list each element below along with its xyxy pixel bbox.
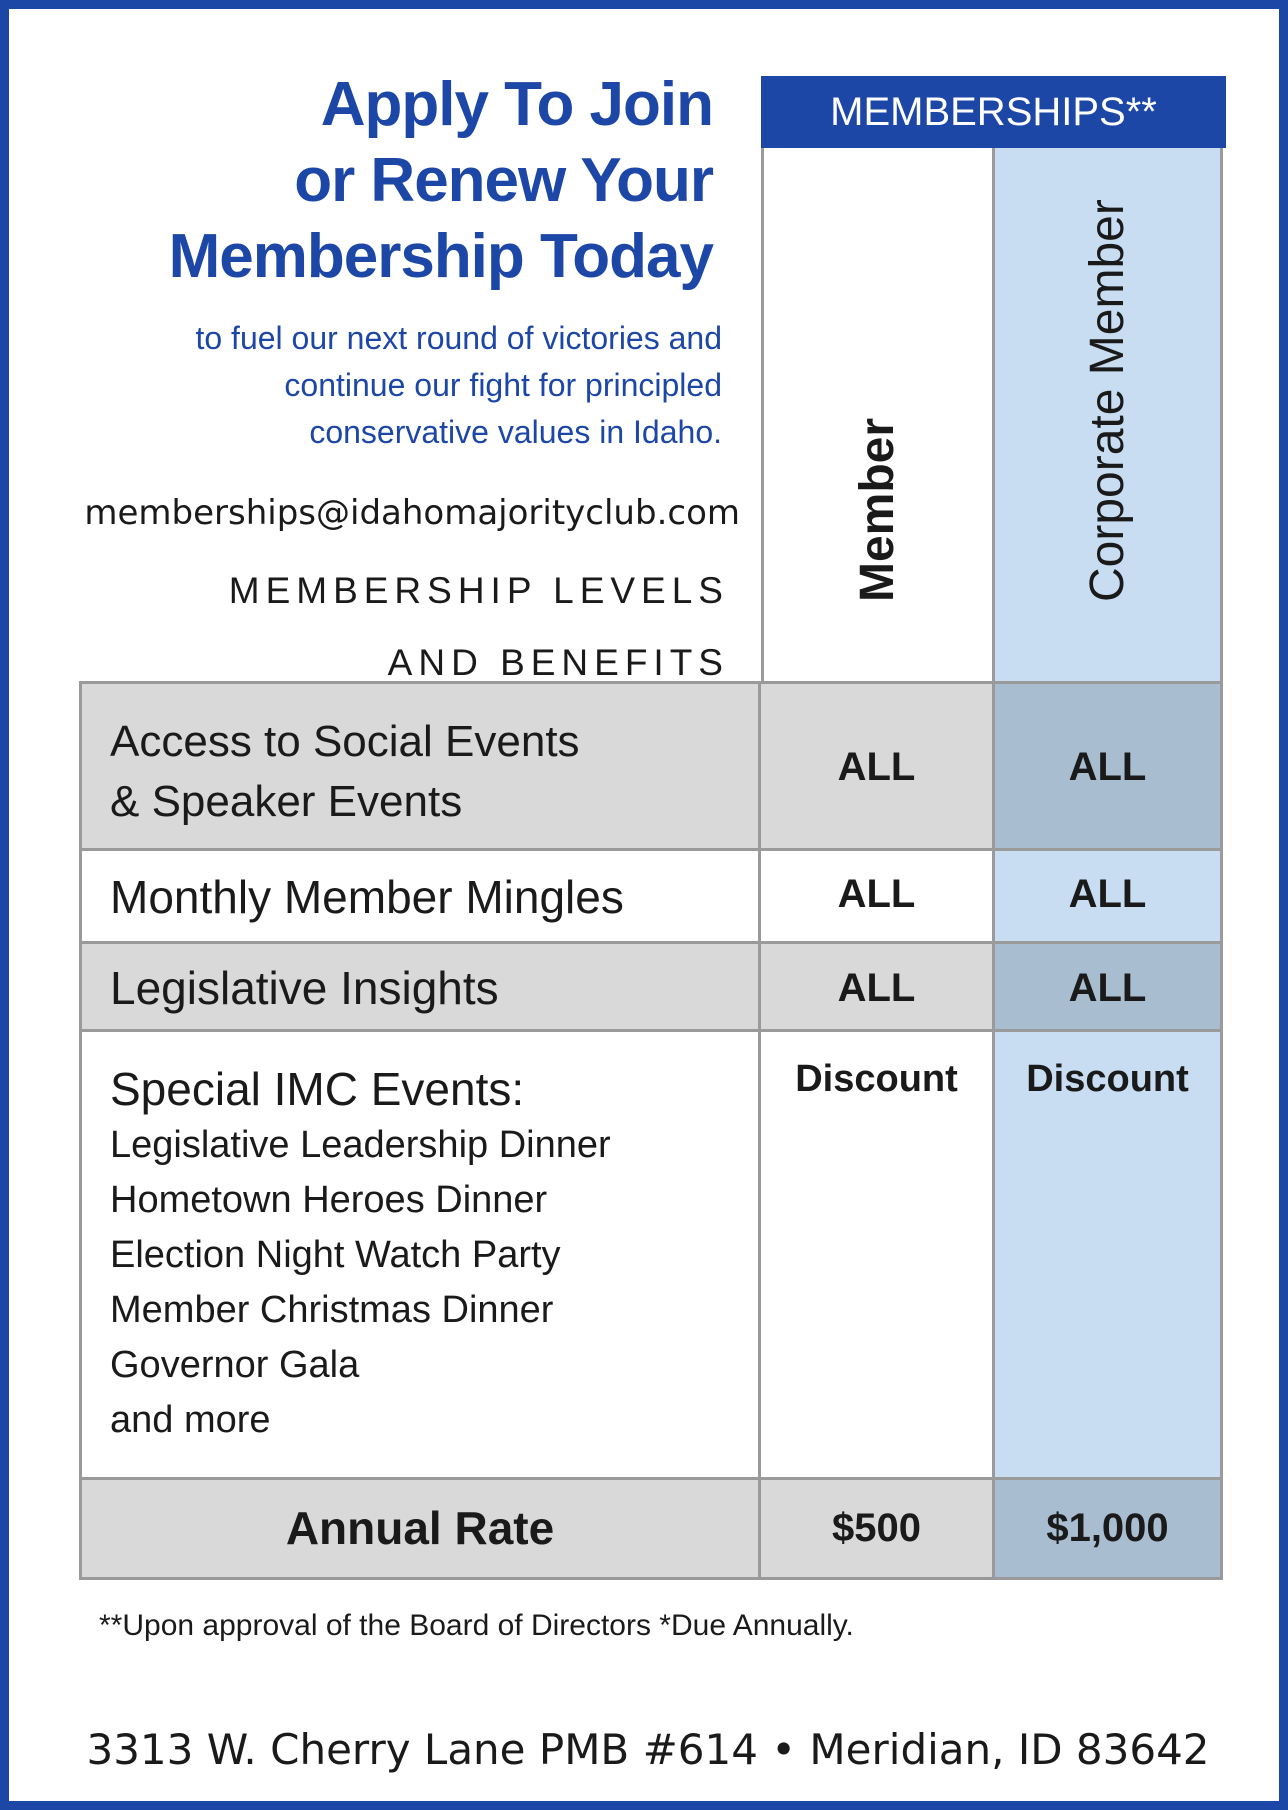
levels-heading-line-1: MEMBERSHIP LEVELS — [228, 570, 729, 611]
row-label: Monthly Member Mingles — [82, 851, 761, 941]
levels-heading — [49, 555, 729, 699]
list-item: Hometown Heroes Dinner — [110, 1179, 548, 1221]
list-item: and more — [110, 1399, 271, 1441]
subhead-line-1: to fuel our next round of victories and — [195, 320, 722, 356]
list-item: Legislative Leadership Dinner — [110, 1124, 611, 1166]
list-item: Election Night Watch Party — [110, 1234, 561, 1276]
subhead-line-3: conservative values in Idaho. — [309, 414, 722, 450]
table-row-social-events — [82, 684, 1220, 851]
row-label — [82, 1032, 761, 1477]
member-value: ALL — [761, 684, 995, 848]
benefits-table — [79, 681, 1223, 1580]
list-item: Member Christmas Dinner — [110, 1289, 554, 1331]
member-column-label: Member — [851, 417, 904, 602]
row-label-line-1: Access to Social Events — [110, 717, 580, 766]
corporate-value: Discount — [995, 1032, 1220, 1477]
memberships-title: MEMBERSHIPS** — [761, 76, 1226, 148]
member-value: ALL — [761, 944, 995, 1029]
levels-heading-line-2: AND BENEFITS — [387, 642, 729, 683]
headline — [49, 67, 713, 295]
corporate-value: ALL — [995, 944, 1220, 1029]
member-value: Discount — [761, 1032, 995, 1477]
headline-line-2: or Renew Your — [294, 146, 713, 215]
list-item: Governor Gala — [110, 1344, 360, 1386]
headline-line-1: Apply To Join — [320, 70, 713, 139]
row-label: Annual Rate — [82, 1480, 761, 1577]
member-value: $500 — [761, 1480, 995, 1577]
row-label-line-2: & Speaker Events — [110, 777, 463, 826]
row-label: Legislative Insights — [82, 944, 761, 1029]
table-row-insights — [82, 944, 1220, 1032]
row-label — [82, 684, 761, 848]
footnote: **Upon approval of the Board of Directors *Due Annually. — [99, 1609, 854, 1642]
corporate-column-label: Corporate Member — [1080, 199, 1134, 602]
table-row-annual-rate — [82, 1480, 1220, 1577]
corporate-value: $1,000 — [995, 1480, 1220, 1577]
subhead-line-2: continue our fight for principled — [284, 367, 722, 403]
member-column-header — [761, 148, 995, 684]
corporate-value: ALL — [995, 684, 1220, 848]
table-row-special-events — [82, 1032, 1220, 1480]
contact-email[interactable]: memberships@idahomajorityclub.com — [84, 493, 740, 533]
table-row-mingles — [82, 851, 1220, 944]
corporate-column-header — [995, 148, 1223, 684]
special-events-title: Special IMC Events: — [110, 1063, 525, 1115]
subhead — [49, 315, 722, 456]
headline-line-3: Membership Today — [168, 222, 713, 291]
corporate-value: ALL — [995, 851, 1220, 941]
member-value: ALL — [761, 851, 995, 941]
address: 3313 W. Cherry Lane PMB #614 • Meridian, ID 83642 — [86, 1725, 1210, 1774]
